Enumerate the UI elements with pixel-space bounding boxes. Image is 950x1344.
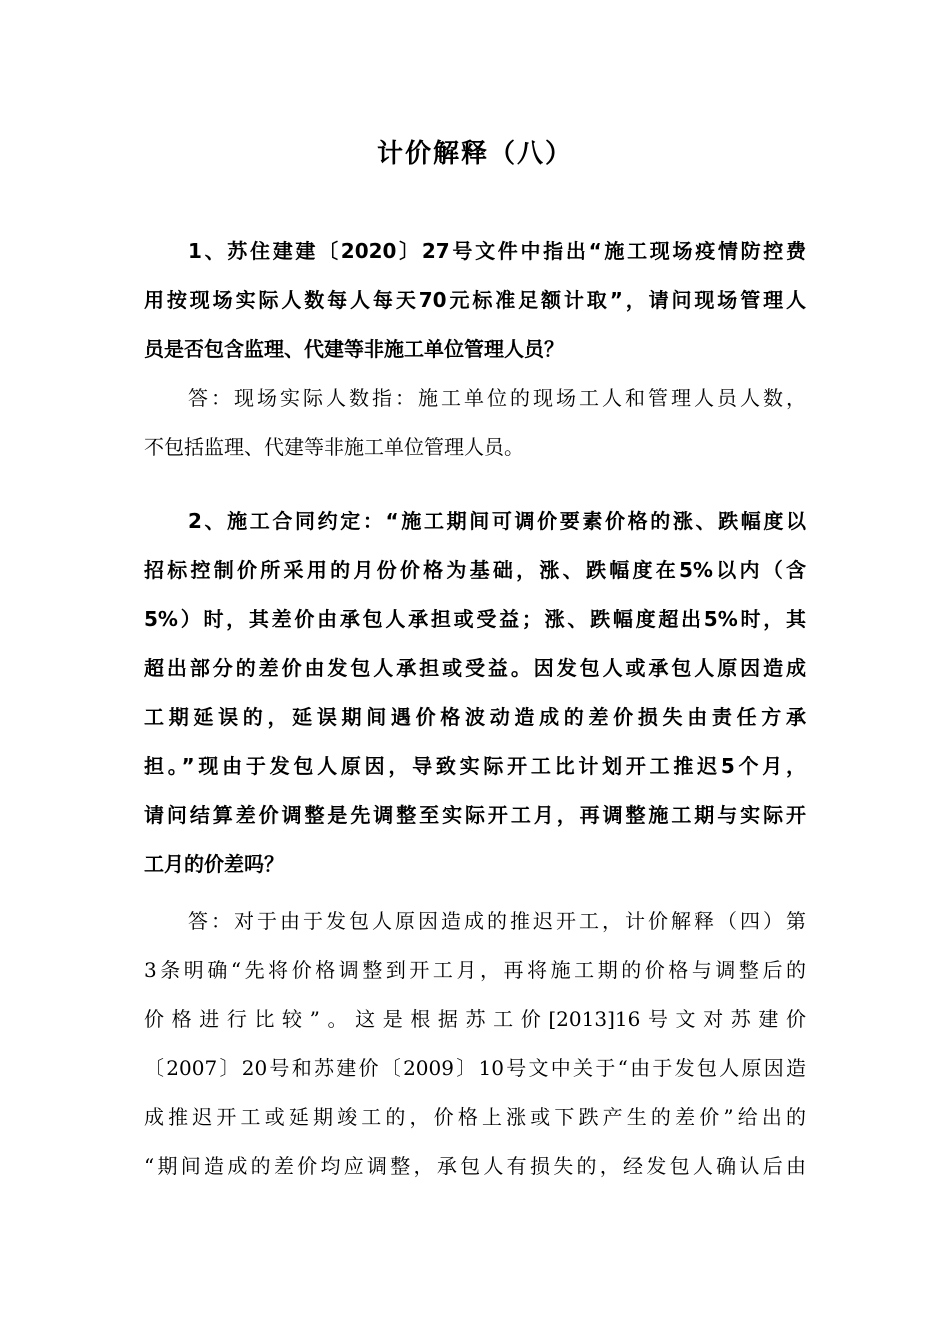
answer-2-line: 3条明确“先将价格调整到开工月，再将施工期的价格与调整后的 [144,958,806,982]
question-2-line: 2、施工合同约定：“施工期间可调价要素价格的涨、跌幅度以 [188,509,806,533]
answer-1 [144,374,806,472]
question-2-line: 超出部分的差价由发包人承担或受益。因发包人或承包人原因造成 [144,656,806,680]
question-2 [144,497,806,889]
question-2-line: 请问结算差价调整是先调整至实际开工月，再调整施工期与实际开 [144,803,806,827]
answer-2 [144,897,806,1191]
question-2-line: 5%）时，其差价由承包人承担或受益；涨、跌幅度超出5%时，其 [144,607,806,631]
answer-1-line: 答：现场实际人数指：施工单位的现场工人和管理人员人数， [188,386,806,410]
question-1 [144,227,806,374]
answer-2-line: 答：对于由于发包人原因造成的推迟开工，计价解释（四）第 [188,909,806,933]
question-2-line: 工月的价差吗？ [144,852,284,876]
answer-2-line: 价格进行比较”。这是根据苏工价[2013]16号文对苏建价 [144,1007,806,1031]
document-title: 计价解释（八） [376,139,573,169]
question-2-line: 工期延误的，延误期间遇价格波动造成的差价损失由责任方承 [144,705,806,729]
answer-2-line: 成推迟开工或延期竣工的，价格上涨或下跌产生的差价”给出的 [144,1105,806,1129]
question-1-line: 用按现场实际人数每人每天70元标准足额计取”，请问现场管理人 [144,288,806,312]
question-1-line: 员是否包含监理、代建等非施工单位管理人员？ [144,337,564,361]
answer-2-line: “期间造成的差价均应调整，承包人有损失的，经发包人确认后由 [144,1154,806,1178]
question-2-line: 担。”现由于发包人原因，导致实际开工比计划开工推迟5个月， [144,754,806,778]
question-2-line: 招标控制价所采用的月份价格为基础，涨、跌幅度在5%以内（含 [144,558,806,582]
answer-1-line: 不包括监理、代建等非施工单位管理人员。 [144,435,524,459]
answer-2-line: 〔2007〕20号和苏建价〔2009〕10号文中关于“由于发包人原因造 [144,1056,806,1080]
question-1-line: 1、苏住建建〔2020〕27号文件中指出“施工现场疫情防控费 [188,239,806,263]
